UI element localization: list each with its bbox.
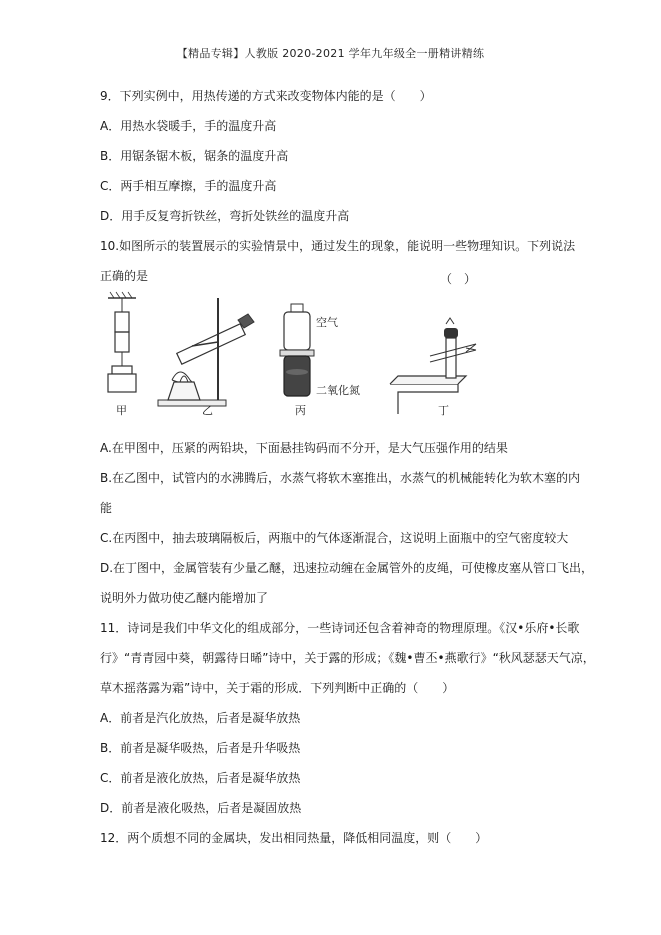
q9-stem: 9．下列实例中，用热传递的方式来改变物体内能的是（ ） (100, 89, 432, 103)
figure-label-jia: 甲 (116, 404, 127, 417)
q10-stem-line2: 正确的是 (100, 269, 149, 283)
figure-label-ding: 丁 (438, 404, 449, 417)
q12-stem: 12．两个质想不同的金属块，发出相同热量，降低相同温度，则（ ） (100, 831, 488, 845)
q10-option-c: C.在丙图中，抽去玻璃隔板后，两瓶中的气体逐渐混合，这说明上面瓶中的空气密度较大 (100, 531, 569, 545)
q11-stem-line3: 草木摇落露为霜”诗中，关于霜的形成．下列判断中正确的（ ） (100, 681, 455, 695)
figure-label-air: 空气 (316, 316, 338, 329)
q11-option-b: B．前者是凝华吸热，后者是升华吸热 (100, 741, 301, 755)
q10-option-b-cont: 能 (100, 501, 113, 515)
q9-option-d: D．用手反复弯折铁丝，弯折处铁丝的温度升高 (100, 209, 350, 223)
q10-answer-paren: （ ） (440, 272, 477, 286)
q10-option-d-cont: 说明外力做功使乙醚内能增加了 (100, 591, 269, 605)
q9-option-a: A．用热水袋暖手，手的温度升高 (100, 119, 277, 133)
q10-option-d: D.在丁图中，金属管装有少量乙醚，迅速拉动缠在金属管外的皮绳，可使橡皮塞从管口飞出， (100, 561, 594, 575)
q10-stem-line1: 10.如图所示的装置展示的实验情景中，通过发生的现象，能说明一些物理知识。下列说法 (100, 239, 576, 253)
figure-label-no2: 二氧化氮 (316, 384, 360, 397)
figure-ding (390, 318, 476, 417)
q10-option-b: B.在乙图中，试管内的水沸腾后，水蒸气将软木塞推出，水蒸气的机械能转化为软木塞的内 (100, 471, 581, 485)
q11-option-d: D．前者是液化吸热，后者是凝固放热 (100, 801, 302, 815)
q9-option-c: C．两手相互摩擦，手的温度升高 (100, 179, 277, 193)
q11-stem-line2: 行》“青青园中葵，朝露待日晞”诗中，关于露的形成；《魏•曹丕•燕歌行》“秋风瑟瑟天气凉， (100, 651, 595, 665)
figure-label-yi: 乙 (202, 404, 213, 417)
figure-bing (280, 304, 360, 417)
q9-option-b: B．用锯条锯木板，锯条的温度升高 (100, 149, 289, 163)
figure-yi (158, 298, 254, 417)
q11-stem-line1: 11．诗词是我们中华文化的组成部分，一些诗词还包含着神奇的物理原理。《汉•乐府•长歌 (100, 621, 580, 635)
figure-jia (108, 292, 136, 417)
q11-option-a: A．前者是汽化放热，后者是凝华放热 (100, 711, 301, 725)
q11-option-c: C．前者是液化放热，后者是凝华放热 (100, 771, 301, 785)
page-header: 【精品专辑】人教版 2020-2021 学年九年级全一册精讲精练 (176, 47, 485, 60)
q10-figure (100, 290, 480, 420)
figure-label-bing: 丙 (295, 404, 306, 417)
q10-option-a: A.在甲图中，压紧的两铅块，下面悬挂钩码而不分开，是大气压强作用的结果 (100, 441, 508, 455)
